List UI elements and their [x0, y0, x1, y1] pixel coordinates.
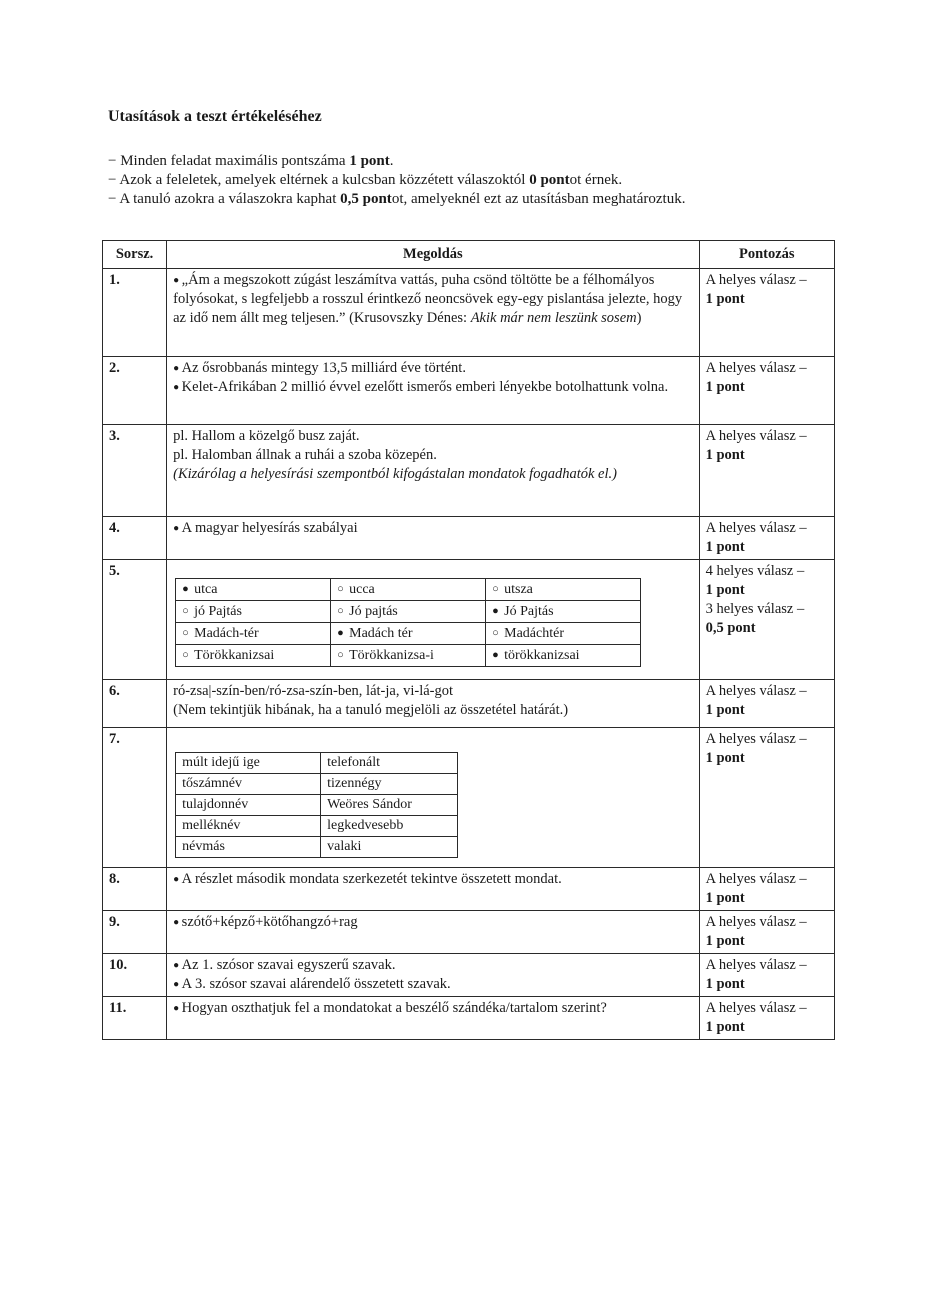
- table-row: [103, 425, 835, 517]
- option-cell: [176, 623, 331, 645]
- solution-text: Hogyan oszthatjuk fel a mondatokat a beszélő szándéka/tartalom szerint?: [181, 1000, 607, 1016]
- row-number: 11.: [103, 997, 167, 1040]
- solution-cell: [167, 357, 699, 425]
- points-value: 1 pont: [705, 976, 745, 992]
- option-cell: [486, 601, 641, 623]
- hyphenation-answer: ró-zsa|-szín-ben/ró-zsa-szín-ben, lát-ja, vi-lá-got: [173, 683, 454, 699]
- table-row: [103, 269, 835, 357]
- option-cell: [176, 645, 331, 667]
- solution-cell: [167, 868, 699, 911]
- points-cell: [699, 357, 834, 425]
- options-row: [176, 579, 641, 601]
- option-text: Jó pajtás: [349, 604, 398, 619]
- points-cell: [699, 911, 834, 954]
- pos-label: múlt idejű ige: [176, 753, 321, 774]
- points-cell: [699, 269, 834, 357]
- points-value: 1 pont: [705, 750, 745, 766]
- radio-marker-icon: ●: [492, 649, 499, 661]
- option-text: Madáchtér: [504, 626, 564, 641]
- example-sentence: pl. Hallom a közelgő busz zaját.: [173, 428, 360, 444]
- answer-key-table: [102, 240, 835, 1040]
- points-value: 1 pont: [705, 539, 745, 555]
- radio-marker-icon: ●: [492, 605, 499, 617]
- points-label: A helyes válasz –: [705, 871, 807, 887]
- bullet-icon: [173, 976, 182, 992]
- instruction-text: − A tanuló azokra a válaszokra kaphat: [108, 191, 341, 207]
- option-text: utca: [194, 582, 218, 597]
- note-text: (Kizárólag a helyesírási szempontból kifogástalan mondatok fogadhatók el.): [173, 466, 617, 482]
- option-text: Törökkanizsai: [194, 648, 275, 663]
- instruction-text: .: [389, 153, 394, 169]
- points-value: 1 pont: [705, 1019, 745, 1035]
- instruction-line-2: [108, 171, 748, 190]
- table-row: [103, 728, 835, 868]
- solution-cell: [167, 425, 699, 517]
- instructions: [108, 152, 748, 209]
- points-label: A helyes válasz –: [705, 957, 807, 973]
- instruction-line-3: [108, 190, 748, 209]
- points-value: 1 pont: [705, 447, 745, 463]
- pos-word: tizennégy: [321, 774, 458, 795]
- points-label: A helyes válasz –: [705, 1000, 807, 1016]
- points-label: A helyes válasz –: [705, 731, 807, 747]
- option-text: ucca: [349, 582, 375, 597]
- points-value: 1 pont: [705, 291, 745, 307]
- points-label: A helyes válasz –: [705, 360, 807, 376]
- spelling-options-table: [175, 578, 641, 667]
- pos-word: telefonált: [321, 753, 458, 774]
- points-label: A helyes válasz –: [705, 428, 807, 444]
- header-points: Pontozás: [699, 241, 834, 269]
- solution-cell: [167, 560, 699, 680]
- bullet-icon: [173, 871, 182, 887]
- row-number: 5.: [103, 560, 167, 680]
- parts-of-speech-table: [175, 752, 458, 858]
- solution-cell: [167, 680, 699, 728]
- options-row: [176, 623, 641, 645]
- option-cell: [486, 645, 641, 667]
- option-cell: [331, 645, 486, 667]
- bullet-line: [173, 359, 692, 378]
- bullet-icon: [173, 360, 182, 376]
- pos-label: melléknév: [176, 816, 321, 837]
- points-label: A helyes válasz –: [705, 683, 807, 699]
- points-cell: [699, 954, 834, 997]
- option-text: törökkanizsai: [504, 648, 580, 663]
- option-text: Jó Pajtás: [504, 604, 554, 619]
- option-cell: [331, 601, 486, 623]
- solution-cell: [167, 997, 699, 1040]
- points-cell: [699, 517, 834, 560]
- instruction-bold: 0,5 pont: [340, 191, 392, 207]
- bullet-icon: [173, 1000, 182, 1016]
- example-sentence: pl. Halomban állnak a ruhái a szoba közepén.: [173, 447, 437, 463]
- table-row: [103, 680, 835, 728]
- row-number: 10.: [103, 954, 167, 997]
- pos-row: [176, 795, 458, 816]
- option-cell: [331, 579, 486, 601]
- pos-label: névmás: [176, 837, 321, 858]
- pos-word: Weöres Sándor: [321, 795, 458, 816]
- bullet-icon: [173, 914, 182, 930]
- radio-marker-icon: ○: [337, 605, 344, 617]
- points-cell: [699, 728, 834, 868]
- instruction-text: ot, amelyeknél ezt az utasításban meghatároztuk.: [391, 191, 686, 207]
- option-text: Madách tér: [349, 626, 413, 641]
- options-row: [176, 645, 641, 667]
- table-row: [103, 517, 835, 560]
- table-row: [103, 868, 835, 911]
- option-text: Törökkanizsa-i: [349, 648, 434, 663]
- option-text: Madách-tér: [194, 626, 259, 641]
- solution-text: Az 1. szósor szavai egyszerű szavak.: [181, 957, 396, 973]
- points-label: A helyes válasz –: [705, 520, 807, 536]
- option-cell: [331, 623, 486, 645]
- pos-row: [176, 816, 458, 837]
- bullet-icon: [173, 272, 182, 288]
- radio-marker-icon: ●: [337, 627, 344, 639]
- solution-text: „Ám a megszokott zúgást leszámítva vattás, puha csönd töltötte be a félhomályos folyósokat, s legfeljebb a rosszul érintkező neoncsövek egy-egy pislantása jelezte, hogy az idő nem állt meg teljesen.” (Krusovszky Dénes:: [173, 272, 683, 326]
- option-cell: [486, 623, 641, 645]
- points-label: A helyes válasz –: [705, 272, 807, 288]
- solution-cell: [167, 954, 699, 997]
- note-text: (Nem tekintjük hibának, ha a tanuló megjelöli az összetétel határát.): [173, 702, 569, 718]
- radio-marker-icon: ○: [492, 583, 499, 595]
- instruction-bold: 1 pont: [349, 153, 390, 169]
- row-number: 2.: [103, 357, 167, 425]
- radio-marker-icon: ●: [182, 583, 189, 595]
- solution-text: Kelet-Afrikában 2 millió évvel ezelőtt ismerős emberi lényekbe botolhattunk volna.: [181, 379, 669, 395]
- solution-cell: [167, 911, 699, 954]
- option-cell: [176, 579, 331, 601]
- bullet-icon: [173, 957, 182, 973]
- radio-marker-icon: ○: [182, 605, 189, 617]
- header-no: Sorsz.: [103, 241, 167, 269]
- solution-cell: [167, 728, 699, 868]
- option-cell: [486, 579, 641, 601]
- instruction-line-1: [108, 152, 748, 171]
- option-text: jó Pajtás: [194, 604, 242, 619]
- bullet-line: [173, 975, 692, 994]
- pos-row: [176, 837, 458, 858]
- points-value: 1 pont: [705, 702, 745, 718]
- solution-text: Az ősrobbanás mintegy 13,5 milliárd éve történt.: [181, 360, 466, 376]
- solution-text: A részlet második mondata szerkezetét tekintve összetett mondat.: [181, 871, 562, 887]
- table-row: [103, 560, 835, 680]
- bullet-line: [173, 956, 692, 975]
- solution-text: A 3. szósor szavai alárendelő összetett szavak.: [181, 976, 451, 992]
- points-cell: [699, 560, 834, 680]
- table-row: [103, 357, 835, 425]
- row-number: 4.: [103, 517, 167, 560]
- points-value: 1 pont: [705, 582, 745, 598]
- points-value: 1 pont: [705, 890, 745, 906]
- row-number: 1.: [103, 269, 167, 357]
- pos-row: [176, 774, 458, 795]
- instruction-text: ot érnek.: [569, 172, 623, 188]
- solution-text: szótő+képző+kötőhangzó+rag: [181, 914, 358, 930]
- pos-word: legkedvesebb: [321, 816, 458, 837]
- instruction-text: − Minden feladat maximális pontszáma: [108, 153, 350, 169]
- option-cell: [176, 601, 331, 623]
- row-number: 3.: [103, 425, 167, 517]
- table-header-row: [103, 241, 835, 269]
- instruction-text: − Azok a feleletek, amelyek eltérnek a kulcsban közzétett válaszoktól: [108, 172, 530, 188]
- book-title: Akik már nem leszünk sosem: [470, 310, 637, 326]
- points-label: 4 helyes válasz –: [705, 563, 805, 579]
- points-value: 1 pont: [705, 933, 745, 949]
- pos-label: tulajdonnév: [176, 795, 321, 816]
- row-number: 8.: [103, 868, 167, 911]
- radio-marker-icon: ○: [492, 627, 499, 639]
- row-number: 6.: [103, 680, 167, 728]
- radio-marker-icon: ○: [182, 627, 189, 639]
- points-cell: [699, 868, 834, 911]
- solution-text: A magyar helyesírás szabályai: [181, 520, 358, 536]
- bullet-line: [173, 378, 692, 397]
- points-value: 0,5 pont: [705, 620, 756, 636]
- table-row: [103, 954, 835, 997]
- points-cell: [699, 425, 834, 517]
- page-title: Utasítások a teszt értékeléséhez: [108, 108, 322, 125]
- row-number: 7.: [103, 728, 167, 868]
- table-row: [103, 997, 835, 1040]
- points-cell: [699, 680, 834, 728]
- radio-marker-icon: ○: [337, 649, 344, 661]
- table-row: [103, 911, 835, 954]
- points-value: 1 pont: [705, 379, 745, 395]
- points-cell: [699, 997, 834, 1040]
- pos-label: tőszámnév: [176, 774, 321, 795]
- bullet-icon: [173, 520, 182, 536]
- radio-marker-icon: ○: [337, 583, 344, 595]
- solution-cell: [167, 517, 699, 560]
- solution-text: ): [636, 310, 642, 326]
- options-row: [176, 601, 641, 623]
- row-number: 9.: [103, 911, 167, 954]
- pos-row: [176, 753, 458, 774]
- points-label: A helyes válasz –: [705, 914, 807, 930]
- bullet-icon: [173, 379, 182, 395]
- radio-marker-icon: ○: [182, 649, 189, 661]
- header-solution: Megoldás: [167, 241, 699, 269]
- pos-word: valaki: [321, 837, 458, 858]
- solution-cell: [167, 269, 699, 357]
- points-label: 3 helyes válasz –: [705, 601, 805, 617]
- instruction-bold: 0 pont: [529, 172, 570, 188]
- option-text: utsza: [504, 582, 533, 597]
